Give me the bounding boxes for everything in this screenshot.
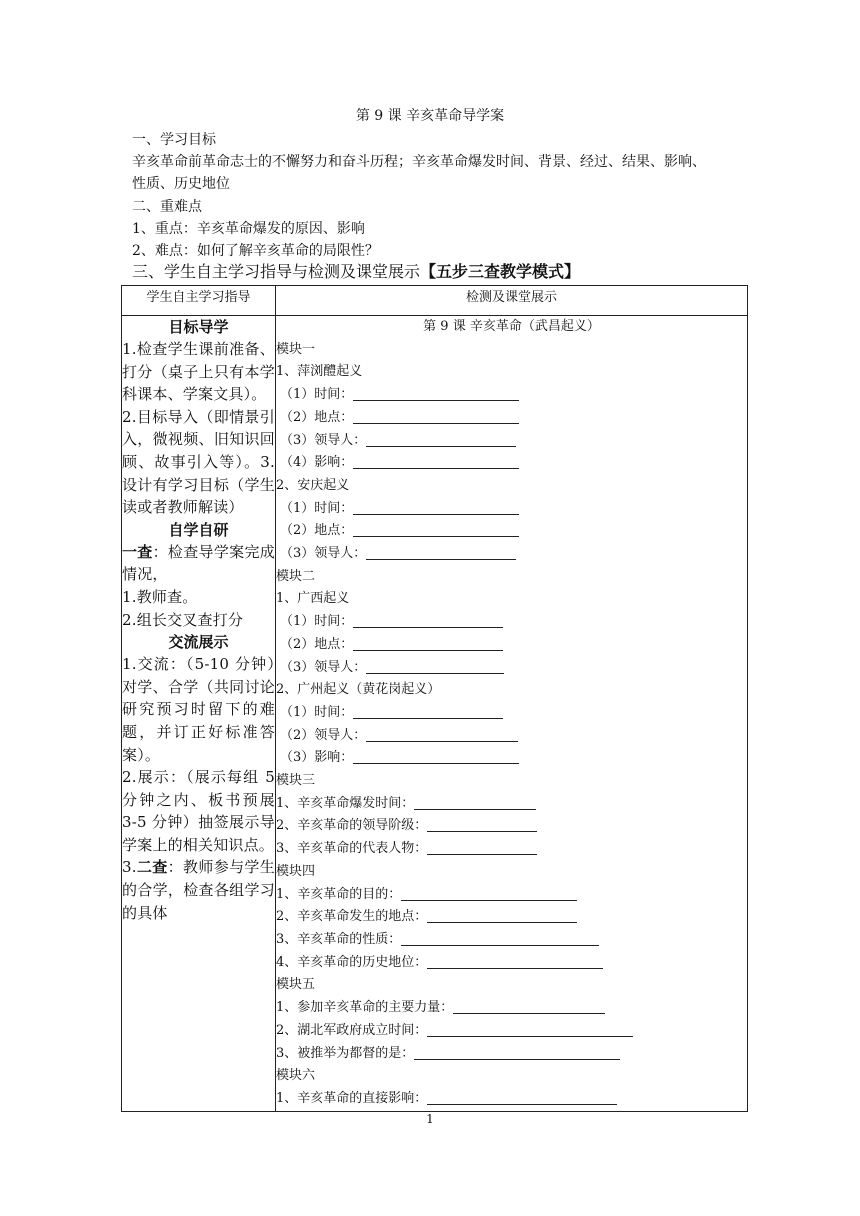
guangzhou-uprising: 2、广州起义（黄花岗起义） bbox=[276, 682, 441, 698]
answer-blank[interactable] bbox=[427, 816, 537, 832]
question-row bbox=[276, 1043, 747, 1066]
question-label: （3）领导人： bbox=[280, 659, 367, 675]
second-check-label: 二查 bbox=[136, 858, 168, 877]
module-3-heading: 模块三 bbox=[276, 773, 316, 789]
question-row bbox=[276, 430, 747, 453]
question-label: 2、辛亥革命发生的地点： bbox=[276, 909, 428, 925]
question-label: （1）时间： bbox=[280, 387, 354, 403]
question-label: 2、辛亥革命的领导阶级： bbox=[276, 818, 428, 834]
question-label: 3、被推举为都督的是： bbox=[276, 1045, 415, 1061]
lesson-subtitle: 第 9 课 辛亥革命（武昌起义） bbox=[423, 319, 600, 334]
answer-blank[interactable] bbox=[353, 385, 519, 401]
answer-blank[interactable] bbox=[353, 408, 519, 424]
module-5-heading: 模块五 bbox=[276, 977, 316, 993]
question-label: （3）领导人： bbox=[280, 432, 367, 448]
question-label: 2、湖北军政府成立时间： bbox=[276, 1022, 428, 1038]
question-row bbox=[276, 906, 747, 929]
answer-blank[interactable] bbox=[427, 953, 603, 969]
question-row bbox=[276, 498, 747, 521]
first-check-desc: ：检查导学案完成情况， bbox=[122, 542, 275, 584]
leader-cross-check: 2.组长交叉查打分 bbox=[122, 610, 244, 629]
question-row bbox=[276, 1020, 747, 1043]
answer-blank[interactable] bbox=[427, 1089, 617, 1105]
answer-blank[interactable] bbox=[453, 998, 605, 1014]
teacher-check: 1.教师查。 bbox=[122, 587, 198, 606]
question-label: 1、辛亥革命的目的： bbox=[276, 886, 402, 902]
page-number: 1 bbox=[426, 1112, 434, 1126]
answer-blank[interactable] bbox=[353, 499, 519, 515]
heading-exchange-display: 交流展示 bbox=[168, 633, 229, 652]
question-label: 1、参加辛亥革命的主要力量： bbox=[276, 1000, 454, 1016]
second-check-text bbox=[122, 856, 275, 924]
heading-goal-guidance: 目标导学 bbox=[168, 318, 229, 336]
question-label: （1）时间： bbox=[280, 704, 354, 720]
study-guide-table bbox=[121, 285, 748, 1112]
question-label: （2）地点： bbox=[280, 409, 354, 425]
answer-blank[interactable] bbox=[414, 1044, 620, 1060]
module-2-heading: 模块二 bbox=[276, 568, 316, 584]
column-header-self-study: 学生自主学习指导 bbox=[122, 286, 276, 316]
question-row bbox=[276, 725, 747, 748]
question-label: 1、辛亥革命爆发时间： bbox=[276, 795, 415, 811]
answer-blank[interactable] bbox=[401, 885, 577, 901]
question-row bbox=[276, 952, 747, 975]
answer-blank[interactable] bbox=[401, 930, 599, 946]
question-row bbox=[276, 793, 747, 816]
first-check-text bbox=[122, 541, 275, 586]
section-1-text-line-1: 辛亥革命前革命志士的不懈努力和奋斗历程；辛亥革命爆发时间、背景、经过、结果、影响、 bbox=[132, 154, 706, 170]
first-check-label: 一查 bbox=[122, 542, 153, 561]
question-row bbox=[276, 384, 747, 407]
question-row bbox=[276, 657, 747, 680]
question-label: （1）时间： bbox=[280, 500, 354, 516]
guangxi-uprising: 1、广西起义 bbox=[276, 591, 350, 607]
question-row bbox=[276, 838, 747, 861]
question-row bbox=[276, 452, 747, 475]
guidance-step-2: 2.目标导入（即情景引入，微视频、旧知识回顾、故事引入等）。3.设计有学习目标（学生读或者教师解读） bbox=[122, 407, 275, 517]
question-row bbox=[276, 702, 747, 725]
teaching-mode-label: 【五步三查教学模式】 bbox=[420, 262, 581, 281]
question-label: 3、辛亥革命的性质： bbox=[276, 931, 402, 947]
section-2-key-point: 1、重点：辛亥革命爆发的原因、影响 bbox=[132, 221, 365, 237]
second-check-desc: ：教师参与学生的合学，检查各组学习的具体 bbox=[122, 858, 275, 922]
answer-blank[interactable] bbox=[353, 748, 519, 764]
self-study-guidance-cell bbox=[122, 316, 276, 1112]
question-row bbox=[276, 407, 747, 430]
answer-blank[interactable] bbox=[366, 431, 516, 447]
test-display-cell bbox=[276, 316, 748, 1112]
answer-blank[interactable] bbox=[353, 635, 503, 651]
answer-blank[interactable] bbox=[427, 907, 577, 923]
page-title: 第 9 课 辛亥革命导学案 bbox=[355, 108, 505, 124]
question-label: （1）时间： bbox=[280, 614, 354, 630]
question-row bbox=[276, 815, 747, 838]
question-label: 3、辛亥革命的代表人物： bbox=[276, 841, 428, 857]
question-label: （3）领导人： bbox=[280, 546, 367, 562]
section-2-heading: 二、重难点 bbox=[132, 199, 202, 215]
answer-blank[interactable] bbox=[353, 521, 519, 537]
question-row bbox=[276, 884, 747, 907]
display-step: 2.展示：（展示每组 5 分钟之内、板书预展 3-5 分钟）抽签展示导学案上的相关知识点。 bbox=[122, 768, 275, 854]
answer-blank[interactable] bbox=[366, 544, 516, 560]
section-3-heading bbox=[132, 262, 580, 282]
question-row bbox=[276, 611, 747, 634]
guidance-step-1: 1.检查学生课前准备、打分（桌子上只有本学科课本、学案文具）。 bbox=[122, 340, 275, 404]
question-row bbox=[276, 520, 747, 543]
answer-blank[interactable] bbox=[353, 453, 519, 469]
answer-blank[interactable] bbox=[427, 839, 537, 855]
question-label: 4、辛亥革命的历史地位： bbox=[276, 954, 428, 970]
answer-blank[interactable] bbox=[366, 726, 518, 742]
question-label: （2）领导人： bbox=[280, 727, 367, 743]
question-row bbox=[276, 1088, 747, 1111]
question-label: （3）影响： bbox=[280, 750, 354, 766]
question-label: （2）地点： bbox=[280, 636, 354, 652]
answer-blank[interactable] bbox=[353, 612, 503, 628]
pingliuli-uprising: 1、萍浏醴起义 bbox=[276, 364, 363, 380]
answer-blank[interactable] bbox=[414, 794, 536, 810]
question-row bbox=[276, 543, 747, 566]
section-2-difficulty: 2、难点：如何了解辛亥革命的局限性？ bbox=[132, 243, 379, 259]
module-4-heading: 模块四 bbox=[276, 863, 316, 879]
section-3-title: 三、学生自主学习指导与检测及课堂展示 bbox=[132, 262, 421, 281]
column-header-test-display: 检测及课堂展示 bbox=[276, 286, 748, 316]
question-label: 1、辛亥革命的直接影响： bbox=[276, 1090, 428, 1106]
anqing-uprising: 2、安庆起义 bbox=[276, 477, 350, 493]
heading-self-study: 自学自研 bbox=[168, 520, 229, 539]
answer-blank[interactable] bbox=[427, 1021, 633, 1037]
module-1-heading: 模块一 bbox=[276, 341, 316, 357]
question-row bbox=[276, 997, 747, 1020]
question-row bbox=[276, 634, 747, 657]
question-row bbox=[276, 747, 747, 770]
module-6-heading: 模块六 bbox=[276, 1068, 316, 1084]
question-row bbox=[276, 929, 747, 952]
answer-blank[interactable] bbox=[366, 658, 504, 674]
section-1-text-line-2: 性质、历史地位 bbox=[132, 176, 230, 192]
section-1-heading: 一、学习目标 bbox=[132, 132, 216, 148]
question-label: （4）影响： bbox=[280, 455, 354, 471]
second-check-prefix: 3. bbox=[122, 858, 137, 877]
question-label: （2）地点： bbox=[280, 523, 354, 539]
answer-blank[interactable] bbox=[353, 703, 503, 719]
exchange-step: 1.交流：（5-10 分钟）对学、合学（共同讨论研究预习时留下的难题，并订正好标准答案）。 bbox=[122, 655, 275, 764]
